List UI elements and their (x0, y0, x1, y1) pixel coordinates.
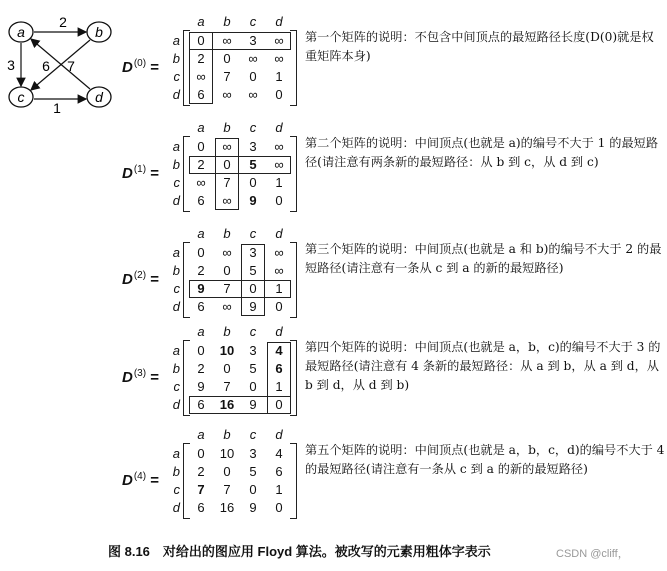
matrix-cell: 10 (219, 343, 235, 358)
matrix-label (122, 471, 159, 489)
vertex-d (87, 87, 111, 107)
column-header: d (275, 427, 283, 442)
matrix-cell: 0 (249, 175, 257, 190)
matrix-cell: 0 (249, 379, 257, 394)
edge-b-c (31, 40, 90, 90)
matrix-cell: 5 (249, 361, 257, 376)
matrix-cell: 7 (197, 482, 205, 497)
matrix-cell: 7 (223, 175, 231, 190)
equals-sign: = (146, 472, 160, 489)
matrix-cell: 0 (223, 51, 231, 66)
row-header: a (172, 343, 180, 358)
matrix-cell: 16 (219, 397, 235, 412)
matrix-superscript: (0) (133, 58, 147, 69)
matrix-cell: 9 (249, 299, 257, 314)
matrix-cell: 2 (197, 51, 205, 66)
column-header: c (249, 120, 257, 135)
matrix-cell: ∞ (196, 175, 206, 190)
matrix-label-letter: D (122, 369, 133, 386)
column-header: a (197, 427, 205, 442)
matrix-cell: 6 (275, 361, 283, 376)
matrix-cell: 3 (249, 245, 257, 260)
column-header: c (249, 226, 257, 241)
matrix-cell: 9 (197, 379, 205, 394)
matrix-cell: 4 (275, 343, 283, 358)
matrix-cell: 0 (223, 157, 231, 172)
matrix-cell: 0 (197, 343, 205, 358)
matrix-cell: 1 (275, 281, 283, 296)
row-header: a (172, 245, 180, 260)
matrix-cell: 6 (197, 193, 205, 208)
matrix-cell: 2 (197, 263, 205, 278)
matrix-cell: 9 (197, 281, 205, 296)
column-header: c (249, 324, 257, 339)
matrix-cell: 0 (223, 464, 231, 479)
figure-caption: 图 8.16 对给出的图应用 Floyd 算法。被改写的元素用粗体字表示 (108, 544, 491, 559)
matrix-cell: 6 (275, 464, 283, 479)
column-header: d (275, 14, 283, 29)
matrix-cell: 0 (249, 281, 257, 296)
column-header: c (249, 14, 257, 29)
edge-weight: 7 (67, 58, 75, 74)
row-header: d (172, 193, 180, 208)
highlight-box (189, 280, 291, 298)
vertex-c (9, 87, 33, 107)
matrix-cell: 5 (249, 464, 257, 479)
matrix-cell: 9 (249, 397, 257, 412)
matrix-label-letter: D (122, 472, 133, 489)
matrix-cell: 6 (197, 87, 205, 102)
matrix-cell: ∞ (222, 139, 232, 154)
row-header: d (172, 500, 180, 515)
matrix-cell: 4 (275, 446, 283, 461)
column-header: c (249, 427, 257, 442)
matrix-superscript: (3) (133, 368, 147, 379)
equals-sign: = (146, 271, 160, 288)
matrix-label-letter: D (122, 165, 133, 182)
watermark: CSDN @cliff， (556, 548, 629, 560)
edge-weight: 1 (53, 100, 61, 116)
matrix-superscript: (2) (133, 270, 147, 281)
highlight-box (189, 32, 213, 104)
matrix-cell: ∞ (222, 87, 232, 102)
column-header: a (197, 14, 205, 29)
edge-d-a (31, 39, 90, 89)
edge-weight: 3 (7, 57, 15, 73)
edge-weight: 6 (42, 58, 50, 74)
matrix-cell: 0 (197, 33, 205, 48)
matrix-cell: 9 (249, 500, 257, 515)
matrix-cell: 0 (223, 263, 231, 278)
matrix-cell: ∞ (248, 51, 258, 66)
matrix-cell: 5 (249, 263, 257, 278)
row-header: c (173, 482, 180, 497)
matrix-cell: 3 (249, 446, 257, 461)
matrix-cell: 1 (275, 175, 283, 190)
matrix-cell: 0 (275, 87, 283, 102)
row-header: b (172, 157, 180, 172)
row-header: b (172, 263, 180, 278)
svg-text:b: b (95, 24, 103, 40)
matrix-description: 第三个矩阵的说明：中间顶点(也就是 a 和 b)的编号不大于 2 的最短路径(请注意有一条从 c 到 a 的新的最短路径) (305, 242, 662, 275)
matrix-cell: ∞ (274, 245, 284, 260)
row-header: d (172, 87, 180, 102)
matrix-cell: 6 (197, 397, 205, 412)
highlight-box (189, 156, 291, 174)
column-header: b (223, 226, 231, 241)
column-header: b (223, 120, 231, 135)
matrix-superscript: (1) (133, 164, 147, 175)
row-header: c (173, 69, 180, 84)
matrix-cell: 0 (197, 245, 205, 260)
matrix-cell: ∞ (274, 33, 284, 48)
equals-sign: = (146, 369, 160, 386)
matrix-cell: ∞ (196, 69, 206, 84)
matrix-cell: ∞ (274, 51, 284, 66)
matrix-description: 第四个矩阵的说明：中间顶点(也就是 a，b，c)的编号不大于 3 的最短路径(请注意有 4 条新的最短路径：从 a 到 b，从 a 到 d，从 b 到 d，从 d 到 b) (305, 340, 661, 392)
matrix-cell: 10 (219, 446, 235, 461)
matrix-cell: 7 (223, 281, 231, 296)
matrix-cell: 9 (249, 193, 257, 208)
highlight-box (241, 244, 265, 316)
row-header: b (172, 361, 180, 376)
vertex-b (87, 22, 111, 42)
matrix-cell: 2 (197, 361, 205, 376)
svg-text:d: d (95, 89, 103, 105)
row-header: c (173, 379, 180, 394)
matrix-cell: 3 (249, 343, 257, 358)
column-header: a (197, 120, 205, 135)
row-header: d (172, 299, 180, 314)
row-header: b (172, 51, 180, 66)
matrix-cell: ∞ (222, 33, 232, 48)
svg-text:a: a (17, 24, 25, 40)
matrix-cell: 7 (223, 379, 231, 394)
matrix-cell: 0 (275, 397, 283, 412)
matrix-cell: 1 (275, 379, 283, 394)
column-header: d (275, 226, 283, 241)
highlight-box (267, 342, 291, 414)
row-header: c (173, 281, 180, 296)
matrix-cell: 0 (275, 193, 283, 208)
matrix-label (122, 58, 159, 76)
matrix-cell: 0 (249, 482, 257, 497)
matrix-cell: 2 (197, 157, 205, 172)
matrix-label (122, 164, 159, 182)
matrix-cell: ∞ (274, 157, 284, 172)
matrix-label-letter: D (122, 59, 133, 76)
row-header: c (173, 175, 180, 190)
matrix-cell: 2 (197, 464, 205, 479)
highlight-box (215, 138, 239, 210)
matrix-cell: 7 (223, 482, 231, 497)
matrix-label-letter: D (122, 271, 133, 288)
matrix-description: 第一个矩阵的说明：不包含中间顶点的最短路径长度(D(0)就是权重矩阵本身) (305, 30, 654, 63)
matrix-cell: ∞ (222, 299, 232, 314)
row-header: a (172, 33, 180, 48)
matrix-cell: 0 (197, 139, 205, 154)
row-header: b (172, 464, 180, 479)
matrix-cell: 0 (275, 299, 283, 314)
column-header: b (223, 427, 231, 442)
equals-sign: = (146, 165, 160, 182)
matrix-cell: 3 (249, 33, 257, 48)
matrix-cell: 5 (249, 157, 257, 172)
matrix-label (122, 270, 159, 288)
matrix-cell: 6 (197, 500, 205, 515)
column-header: b (223, 14, 231, 29)
matrix-cell: ∞ (222, 245, 232, 260)
matrix-description: 第五个矩阵的说明：中间顶点(也就是 a，b，c，d)的编号不大于 4 的最短路径(请注意有一条从 c 到 a 的新的最短路径) (305, 443, 665, 476)
column-header: d (275, 324, 283, 339)
vertex-a (9, 22, 33, 42)
column-header: a (197, 226, 205, 241)
matrix-cell: 7 (223, 69, 231, 84)
row-header: d (172, 397, 180, 412)
matrix-cell: ∞ (248, 87, 258, 102)
matrix-superscript: (4) (133, 471, 147, 482)
matrix-label (122, 368, 159, 386)
matrix-cell: 0 (249, 69, 257, 84)
matrix-cell: ∞ (274, 139, 284, 154)
edge-weight: 2 (59, 14, 67, 30)
matrix-cell: 1 (275, 482, 283, 497)
column-header: b (223, 324, 231, 339)
matrix-cell: 1 (275, 69, 283, 84)
matrix-cell: 16 (219, 500, 235, 515)
matrix-cell: ∞ (274, 263, 284, 278)
weighted-digraph (0, 8, 120, 118)
svg-text:c: c (17, 89, 25, 105)
matrix-cell: 0 (275, 500, 283, 515)
matrix-cell: 6 (197, 299, 205, 314)
matrix-cell: 3 (249, 139, 257, 154)
matrix-cell: 0 (223, 361, 231, 376)
equals-sign: = (146, 59, 160, 76)
column-header: d (275, 120, 283, 135)
matrix-description: 第二个矩阵的说明：中间顶点(也就是 a)的编号不大于 1 的最短路径(请注意有两条新的最短路径：从 b 到 c，从 d 到 c) (305, 136, 659, 169)
row-header: a (172, 446, 180, 461)
row-header: a (172, 139, 180, 154)
matrix-cell: ∞ (222, 193, 232, 208)
column-header: a (197, 324, 205, 339)
matrix-cell: 0 (197, 446, 205, 461)
